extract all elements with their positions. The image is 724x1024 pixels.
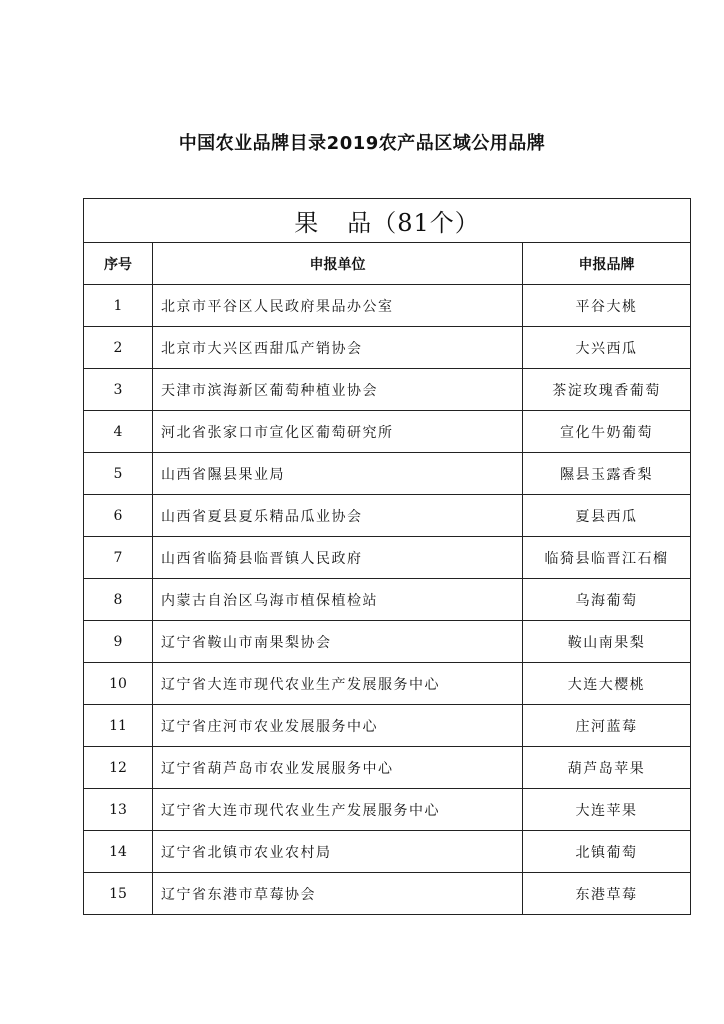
row-number-cell: 4 — [84, 411, 153, 453]
row-number-cell: 15 — [84, 873, 153, 915]
row-brand-cell: 庄河蓝莓 — [523, 705, 691, 747]
row-number-cell: 9 — [84, 621, 153, 663]
header-brand: 申报品牌 — [523, 243, 691, 285]
row-unit-cell: 山西省临猗县临晋镇人民政府 — [153, 537, 523, 579]
row-unit-cell: 辽宁省大连市现代农业生产发展服务中心 — [153, 663, 523, 705]
row-number-cell: 10 — [84, 663, 153, 705]
row-number-cell: 11 — [84, 705, 153, 747]
row-brand-cell: 大连苹果 — [523, 789, 691, 831]
document-title: 中国农业品牌目录2019农产品区域公用品牌 — [178, 133, 546, 154]
row-unit-cell: 辽宁省庄河市农业发展服务中心 — [153, 705, 523, 747]
row-brand-cell: 宣化牛奶葡萄 — [523, 411, 691, 453]
row-unit-cell: 山西省隰县果业局 — [153, 453, 523, 495]
row-brand-cell: 夏县西瓜 — [523, 495, 691, 537]
table-row — [84, 285, 691, 327]
row-unit-cell: 辽宁省葫芦岛市农业发展服务中心 — [153, 747, 523, 789]
row-brand-cell: 平谷大桃 — [523, 285, 691, 327]
caption-main: 果 — [294, 209, 320, 237]
caption-count: （81个） — [372, 209, 480, 237]
row-number-cell: 5 — [84, 453, 153, 495]
row-brand-cell: 大连大樱桃 — [523, 663, 691, 705]
row-number-cell: 3 — [84, 369, 153, 411]
table-row — [84, 621, 691, 663]
row-unit-cell: 天津市滨海新区葡萄种植业协会 — [153, 369, 523, 411]
row-number-cell: 12 — [84, 747, 153, 789]
row-brand-cell: 东港草莓 — [523, 873, 691, 915]
row-number-cell: 14 — [84, 831, 153, 873]
row-unit-cell: 内蒙古自治区乌海市植保植检站 — [153, 579, 523, 621]
table-row — [84, 831, 691, 873]
row-brand-cell: 北镇葡萄 — [523, 831, 691, 873]
row-unit-cell: 北京市平谷区人民政府果品办公室 — [153, 285, 523, 327]
table-row — [84, 537, 691, 579]
table-row — [84, 747, 691, 789]
row-brand-cell: 茶淀玫瑰香葡萄 — [523, 369, 691, 411]
table-row — [84, 495, 691, 537]
table-row — [84, 789, 691, 831]
table-row — [84, 705, 691, 747]
row-unit-cell: 辽宁省东港市草莓协会 — [153, 873, 523, 915]
header-unit: 申报单位 — [153, 243, 523, 285]
table-caption — [84, 199, 691, 243]
row-number-cell: 7 — [84, 537, 153, 579]
row-unit-cell: 辽宁省鞍山市南果梨协会 — [153, 621, 523, 663]
caption-main-2: 品 — [347, 209, 373, 237]
row-brand-cell: 大兴西瓜 — [523, 327, 691, 369]
row-number-cell: 1 — [84, 285, 153, 327]
table-body — [84, 285, 691, 915]
table-row — [84, 411, 691, 453]
row-number-cell: 2 — [84, 327, 153, 369]
row-number-cell: 6 — [84, 495, 153, 537]
row-unit-cell: 辽宁省北镇市农业农村局 — [153, 831, 523, 873]
row-unit-cell: 山西省夏县夏乐精品瓜业协会 — [153, 495, 523, 537]
row-brand-cell: 临猗县临晋江石榴 — [523, 537, 691, 579]
row-number-cell: 8 — [84, 579, 153, 621]
row-unit-cell: 北京市大兴区西甜瓜产销协会 — [153, 327, 523, 369]
table-header-row — [84, 243, 691, 285]
table-row — [84, 873, 691, 915]
table-row — [84, 663, 691, 705]
table-row — [84, 579, 691, 621]
fruit-brand-table — [83, 198, 691, 915]
table-row — [84, 369, 691, 411]
row-unit-cell: 辽宁省大连市现代农业生产发展服务中心 — [153, 789, 523, 831]
row-brand-cell: 葫芦岛苹果 — [523, 747, 691, 789]
row-brand-cell: 鞍山南果梨 — [523, 621, 691, 663]
row-number-cell: 13 — [84, 789, 153, 831]
row-brand-cell: 隰县玉露香梨 — [523, 453, 691, 495]
table-row — [84, 327, 691, 369]
row-unit-cell: 河北省张家口市宣化区葡萄研究所 — [153, 411, 523, 453]
table-row — [84, 453, 691, 495]
row-brand-cell: 乌海葡萄 — [523, 579, 691, 621]
header-num: 序号 — [84, 243, 153, 285]
